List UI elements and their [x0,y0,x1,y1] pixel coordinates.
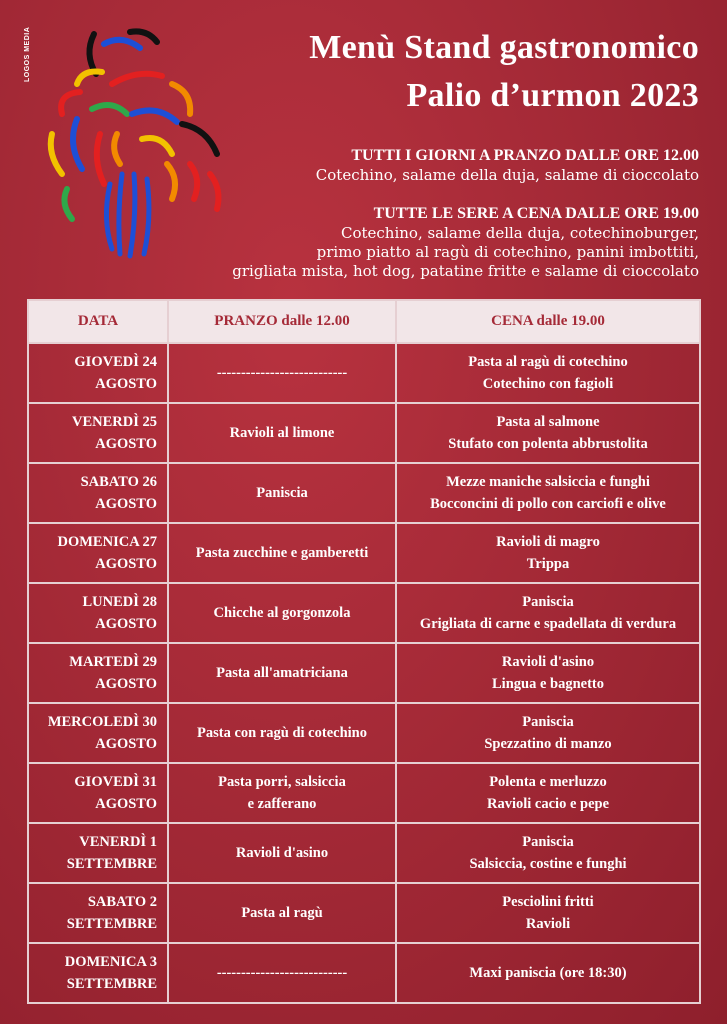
date-month: AGOSTO [95,736,157,752]
lunch-cell [168,403,396,463]
table-row [28,943,700,1003]
date-day: SABATO 2 [87,894,157,910]
dinner-dish: Ravioli d'asino [501,654,595,670]
dinner-dish: Ravioli cacio e pepe [486,796,610,812]
dinner-dish: Paniscia [522,834,574,850]
date-month: AGOSTO [95,376,157,392]
dinner-info-line: Cotechino, salame della duja, cotechinoburger, [340,224,699,242]
dinner-dish: Paniscia [522,714,574,730]
lunch-cell [168,883,396,943]
lunch-cell [168,463,396,523]
date-month: SETTEMBRE [66,976,157,992]
date-month: AGOSTO [95,616,157,632]
date-day: GIOVEDÌ 24 [74,354,157,370]
table-row [28,523,700,583]
lunch-cell [168,943,396,1003]
dinner-dish: Grigliata di carne e spadellata di verdura [419,616,677,632]
date-month: AGOSTO [95,436,157,452]
dinner-cell [396,403,700,463]
palio-logo [22,14,242,264]
date-month: SETTEMBRE [66,856,157,872]
lunch-cell [168,703,396,763]
date-cell [28,643,168,703]
lunch-dish: Chicche al gorgonzola [213,605,351,621]
header-lunch: PRANZO dalle 12.00 [168,300,396,343]
date-cell [28,583,168,643]
dinner-dish: Cotechino con fagioli [482,376,614,392]
dinner-dish: Ravioli di magro [496,534,600,550]
dinner-dish: Maxi paniscia (ore 18:30) [469,965,627,981]
dinner-cell [396,523,700,583]
dinner-cell [396,943,700,1003]
table-row [28,583,700,643]
page-title [309,24,699,120]
lunch-cell [168,643,396,703]
lunch-info [316,146,699,185]
dinner-dish: Pasta al ragù di cotechino [468,354,628,370]
dinner-dish: Paniscia [522,594,574,610]
lunch-dish: Paniscia [256,485,308,501]
dinner-dish: Stufato con polenta abbrustolita [448,436,648,452]
date-day: MARTEDÌ 29 [69,654,157,670]
lunch-cell [168,583,396,643]
date-cell [28,403,168,463]
table-row [28,403,700,463]
lunch-cell [168,523,396,583]
dinner-dish: Lingua e bagnetto [492,676,604,692]
lunch-dish: --------------------------- [216,965,348,981]
lunch-info-heading: TUTTI I GIORNI A PRANZO DALLE ORE 12.00 [351,147,699,164]
date-cell [28,523,168,583]
date-month: AGOSTO [95,796,157,812]
lunch-cell [168,763,396,823]
dinner-cell [396,583,700,643]
date-day: GIOVEDÌ 31 [74,774,157,790]
lunch-dish: Pasta zucchine e gamberetti [195,545,369,561]
date-day: DOMENICA 27 [57,534,157,550]
brand-mark: LOGOS MEDIA [24,26,31,82]
lunch-dish: --------------------------- [216,365,348,381]
dinner-info-line: primo piatto al ragù di cotechino, panini imbottiti, [316,243,699,261]
dinner-cell [396,463,700,523]
date-cell [28,703,168,763]
dinner-cell [396,643,700,703]
dinner-dish: Pasta al salmone [496,414,600,430]
date-cell [28,823,168,883]
dinner-dish: Polenta e merluzzo [489,774,607,790]
dinner-cell [396,823,700,883]
date-day: DOMENICA 3 [64,954,157,970]
dinner-info [232,204,699,281]
lunch-cell [168,343,396,403]
dinner-cell [396,343,700,403]
lunch-dish: Pasta all'amatriciana [216,665,348,681]
title-line-1: Menù Stand gastronomico [309,29,699,66]
dinner-dish: Bocconcini di pollo con carciofi e olive [430,496,666,512]
dinner-dish: Mezze maniche salsiccia e funghi [446,474,650,490]
title-line-2: Palio d’urmon 2023 [406,77,699,114]
date-day: SABATO 26 [80,474,157,490]
table-row [28,823,700,883]
table-row [28,343,700,403]
dinner-cell [396,703,700,763]
date-month: AGOSTO [95,556,157,572]
table-row [28,883,700,943]
date-cell [28,463,168,523]
dinner-dish: Ravioli [525,916,571,932]
header-date: DATA [28,300,168,343]
lunch-dish: Pasta con ragù di cotechino [197,725,367,741]
date-day: LUNEDÌ 28 [82,594,157,610]
date-cell [28,883,168,943]
dinner-dish: Salsiccia, costine e funghi [469,856,627,872]
date-day: VENERDÌ 1 [79,834,157,850]
dinner-cell [396,763,700,823]
menu-table [27,299,701,1004]
dinner-cell [396,883,700,943]
date-day: MERCOLEDÌ 30 [47,714,157,730]
table-row [28,703,700,763]
date-month: AGOSTO [95,496,157,512]
date-month: AGOSTO [95,676,157,692]
table-row [28,463,700,523]
date-day: VENERDÌ 25 [72,414,157,430]
lunch-dish: Ravioli d'asino [235,845,329,861]
lunch-dish: Pasta porri, salsiccia [218,774,346,790]
date-cell [28,343,168,403]
table-row [28,763,700,823]
header-dinner: CENA dalle 19.00 [396,300,700,343]
table-row [28,643,700,703]
date-cell [28,763,168,823]
dinner-info-line: grigliata mista, hot dog, patatine fritte e salame di cioccolato [232,262,699,280]
dinner-dish: Spezzatino di manzo [484,736,612,752]
table-header-row [28,300,700,343]
dinner-dish: Trippa [526,556,570,572]
dinner-dish: Pesciolini fritti [502,894,594,910]
date-month: SETTEMBRE [66,916,157,932]
lunch-dish: Ravioli al limone [229,425,335,441]
lunch-dish: Pasta al ragù [241,905,323,921]
date-cell [28,943,168,1003]
lunch-info-text: Cotechino, salame della duja, salame di cioccolato [315,166,699,184]
lunch-dish: e zafferano [247,796,317,812]
lunch-cell [168,823,396,883]
dinner-info-heading: TUTTE LE SERE A CENA DALLE ORE 19.00 [373,205,699,222]
